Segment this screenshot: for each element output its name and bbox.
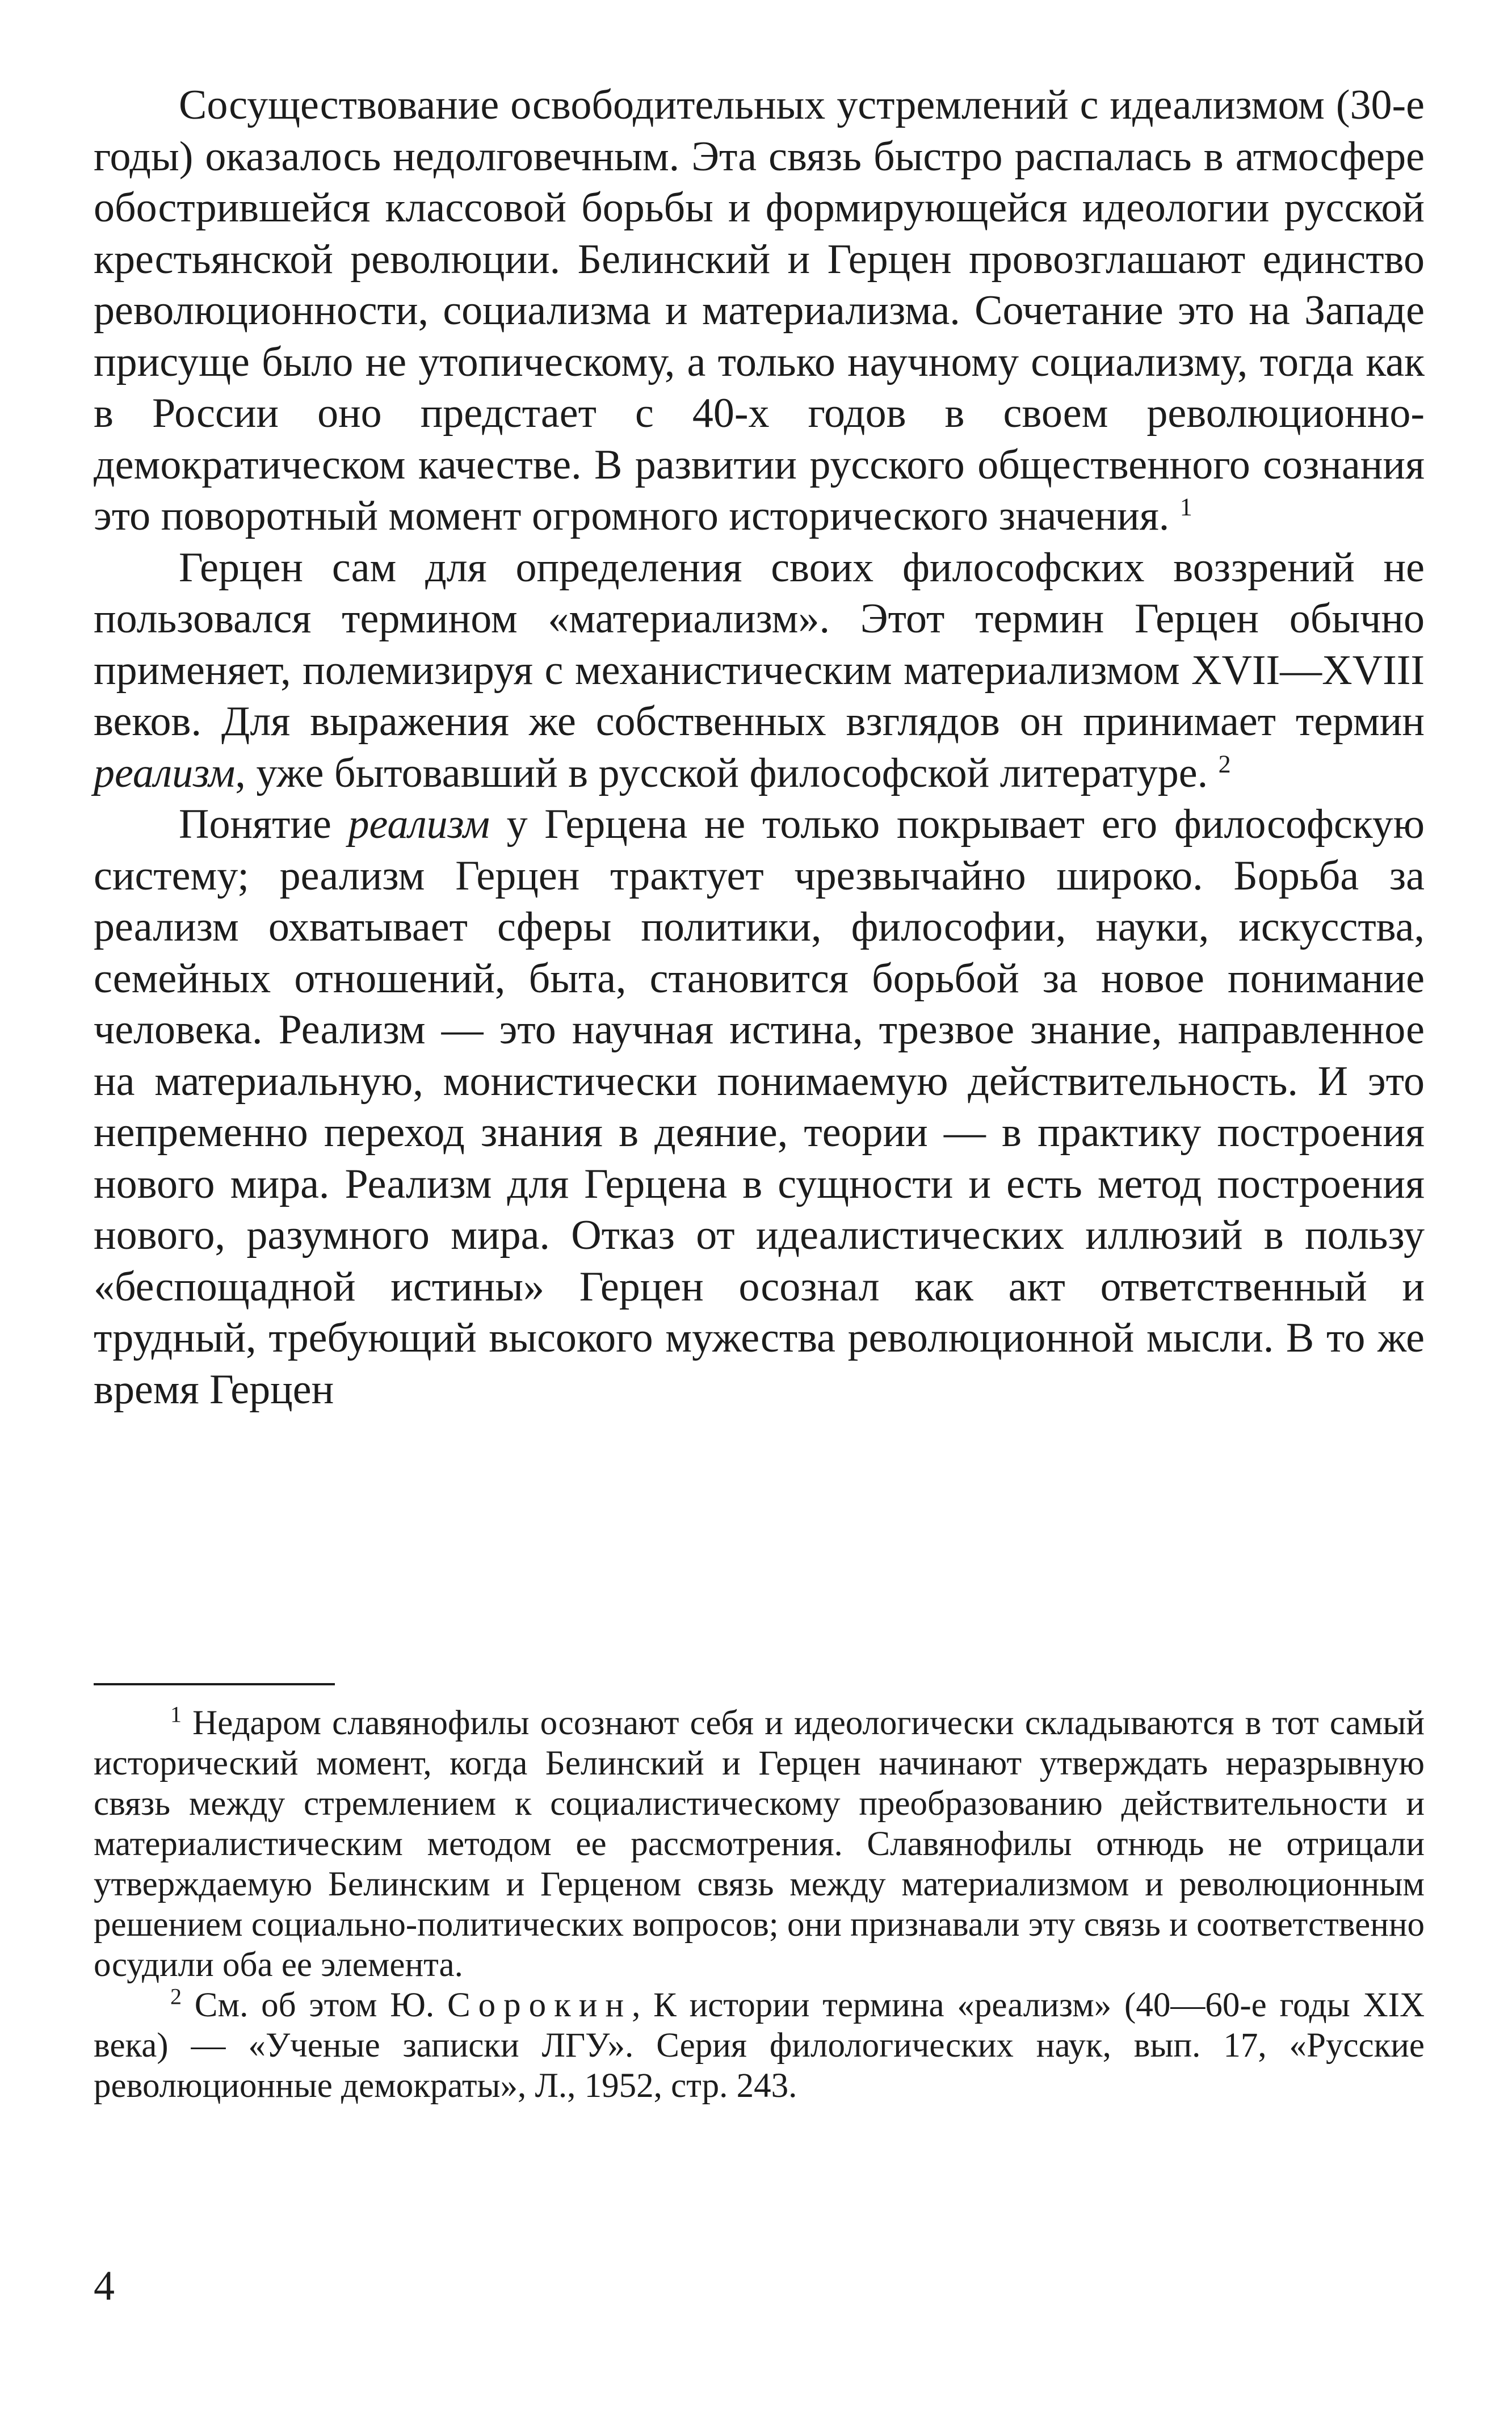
page-number: 4 <box>94 2263 115 2309</box>
main-text <box>94 79 1425 1415</box>
footnote-1-number: 1 <box>170 1701 182 1727</box>
footnote-2-author: Сорокин <box>447 1986 632 2024</box>
paragraph-1-text: Сосуществование освободительных устремлений с идеализмом (30-е годы) оказалось недолговечным. Эта связь быстро распалась в атмосфере обострившейся классовой борьбы и формирующейся идеологии русской крестьянской революции. Белинский и Герцен провозглашают единство революционности, социализма и материализма. Сочетание это на Западе присуще было не утопическому, а только научному социализму, тогда как в России оно предстает с 40-х годов в своем революционно-демократическом качестве. В развитии русского общественного сознания это поворотный момент огромного исторического значения. <box>94 82 1425 539</box>
paragraph-3 <box>94 799 1425 1415</box>
paragraph-1 <box>94 79 1425 542</box>
paragraph-2 <box>94 542 1425 799</box>
footnote-2-text-a: См. об этом Ю. <box>194 1986 447 2024</box>
footnote-2 <box>94 1985 1425 2106</box>
footnote-1 <box>94 1703 1425 1985</box>
italic-term-realism: реализм <box>348 801 490 848</box>
footnote-1-text: Недаром славянофилы осознают себя и идеологически складываются в тот самый исторический момент, когда Белинский и Герцен начинают утверждать неразрывную связь между стремлением к социалистическому преобразованию действительности и материалистическим методом ее рассмотрения. Славянофилы отнюдь не отрицали утверждаемую Белинским и Герценом связь между материализмом и революционным решением социально-политических вопросов; они признавали эту связь и соответственно осудили оба ее элемента. <box>94 1704 1425 1984</box>
footnote-2-text-b: , К истории термина «реализм» (40—60-е годы XIX века) — «Ученые записки ЛГУ». Серия филологических наук, вып. 17, «Русские революционные демократы», Л., 1952, стр. 243. <box>94 1986 1425 2105</box>
footnote-ref-1: 1 <box>1179 493 1192 521</box>
paragraph-3-text-a: Понятие <box>179 801 348 848</box>
footnotes <box>94 1703 1425 2106</box>
footnote-separator <box>94 1683 335 1685</box>
paragraph-2-text-b: , уже бытовавший в русской философской литературе. <box>235 749 1208 796</box>
paragraph-2-text-a: Герцен сам для определения своих философских воззрений не пользовался термином «материализм». Этот термин Герцен обычно применяет, полемизируя с механистическим материализмом XVII—XVIII веков. Для выражения же собственных взглядов он принимает термин <box>94 544 1425 745</box>
paragraph-3-text-b: у Герцена не только покрывает его философскую систему; реализм Герцен трактует чрезвычайно широко. Борьба за реализм охватывает сферы политики, философии, науки, искусства, семейных отношений, быта, становится борьбой за новое понимание человека. Реализм — это научная истина, трезвое знание, направленное на материальную, монистически понимаемую действительность. И это непременно переход знания в деяние, теории — в практику построения нового мира. Реализм для Герцена в сущности и есть метод построения нового, разумного мира. Отказ от идеалистических иллюзий в пользу «беспощадной истины» Герцен осознал как акт ответственный и трудный, требующий высокого мужества революционной мысли. В то же время Герцен <box>94 801 1425 1413</box>
footnote-2-number: 2 <box>170 1983 182 2009</box>
italic-term-realism: реализм <box>94 749 236 796</box>
footnote-ref-2: 2 <box>1218 749 1231 778</box>
